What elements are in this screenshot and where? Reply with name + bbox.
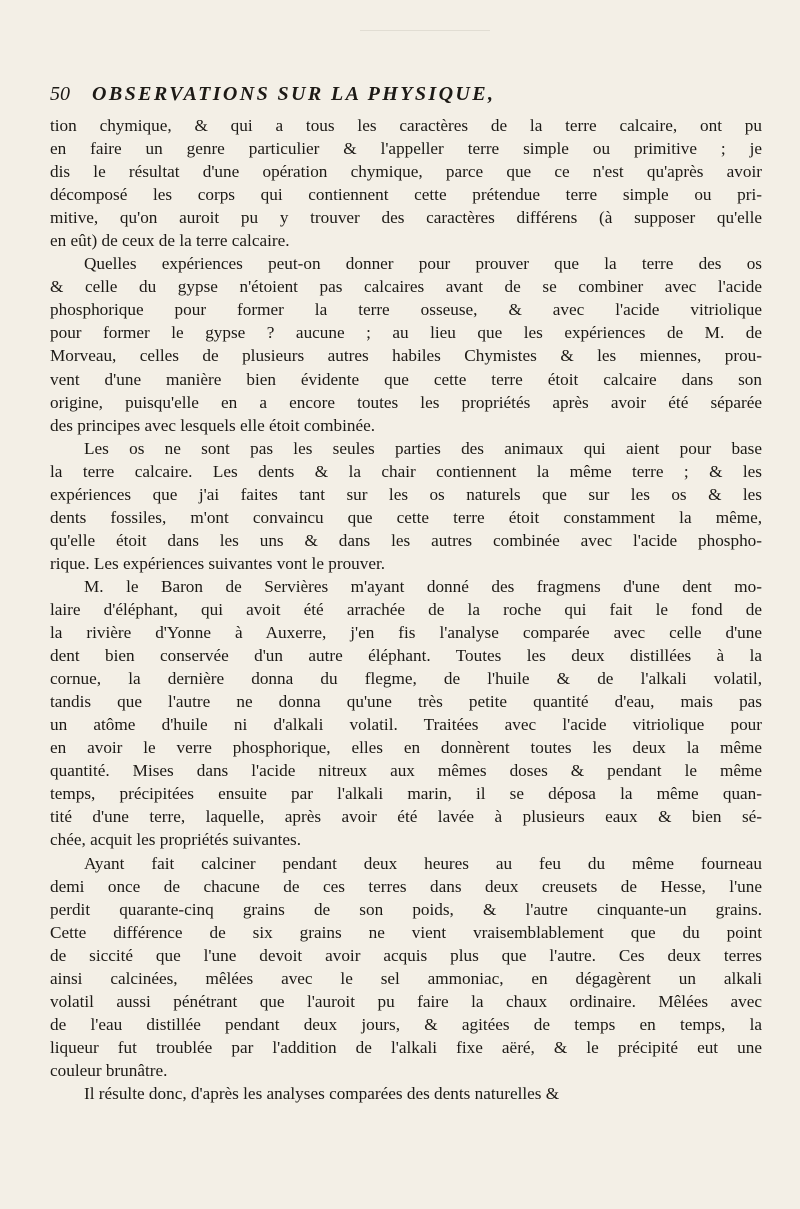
text-line: Ayant fait calciner pendant deux heures au feu du même fourneau [84, 853, 762, 873]
text-line: dents fossiles, m'ont convaincu que cette terre étoit constamment la même, [50, 507, 762, 527]
text-line: Cette différence de six grains ne vient vraisemblablement que du point [50, 922, 762, 942]
text-line: tandis que l'autre ne donna qu'une très petite quantité d'eau, mais pas [50, 692, 762, 712]
text-line: tité d'une terre, laquelle, après avoir été lavée à plusieurs eaux & bien sé- [50, 807, 762, 827]
text-line: phosphorique pour former la terre osseuse, & avec l'acide vitriolique [50, 300, 762, 320]
paragraph [50, 437, 762, 575]
text-line: liqueur fut troublée par l'addition de l'alkali fixe aëré, & le précipité eut une [50, 1037, 762, 1057]
text-line: pour former le gypse ? aucune ; au lieu que les expériences de M. de [50, 323, 762, 343]
text-line: & celle du gypse n'étoient pas calcaires avant de se combiner avec l'acide [50, 277, 762, 297]
text-line: expériences que j'ai faites tant sur les os naturels que sur les os & les [50, 484, 762, 504]
body-text [50, 114, 762, 1105]
text-line: couleur brunâtre. [50, 1060, 168, 1080]
text-line: M. le Baron de Servières m'ayant donné des fragmens d'une dent mo- [84, 576, 762, 596]
text-line: tion chymique, & qui a tous les caractères de la terre calcaire, ont pu [50, 116, 762, 135]
text-line: chée, acquit les propriétés suivantes. [50, 830, 302, 850]
paragraph [50, 114, 762, 252]
text-line: laire d'éléphant, qui avoit été arrachée de la roche qui fait le fond de [50, 599, 762, 619]
text-line: rique. Les expériences suivantes vont le prouver. [50, 553, 386, 573]
paragraph [50, 1082, 762, 1105]
text-line: temps, précipitées ensuite par l'alkali marin, il se déposa la même quan- [50, 784, 762, 804]
text-line: décomposé les corps qui contiennent cette prétendue terre simple ou pri- [50, 185, 762, 205]
text-line: dent bien conservée d'un autre éléphant. Toutes les deux distillées à la [50, 646, 762, 666]
text-line: quantité. Mises dans l'acide nitreux aux mêmes doses & pendant le même [50, 761, 762, 781]
text-line: vent d'une manière bien évidente que cette terre étoit calcaire dans son [50, 369, 762, 389]
text-line: dis le résultat d'une opération chymique, parce que ce n'est qu'après avoir [50, 162, 762, 182]
text-line: des principes avec lesquels elle étoit combinée. [50, 415, 376, 435]
text-line: demi once de chacune de ces terres dans deux creusets de Hesse, l'une [50, 876, 762, 896]
running-title: OBSERVATIONS SUR LA PHYSIQUE, [92, 83, 496, 105]
text-line: mitive, qu'on auroit pu y trouver des caractères différens (à supposer qu'elle [50, 208, 762, 228]
running-header [50, 83, 762, 111]
text-line: Morveau, celles de plusieurs autres habiles Chymistes & les miennes, prou- [50, 346, 762, 366]
text-line: de siccité que l'une devoit avoir acquis plus que l'autre. Ces deux terres [50, 945, 762, 965]
text-line: en eût) de ceux de la terre calcaire. [50, 231, 290, 251]
text-line: qu'elle étoit dans les uns & dans les autres combinée avec l'acide phospho- [50, 530, 762, 550]
paragraph [50, 252, 762, 436]
text-line: Les os ne sont pas les seules parties des animaux qui aient pour base [84, 438, 762, 458]
text-line: la rivière d'Yonne à Auxerre, j'en fis l'analyse comparée avec celle d'une [50, 623, 762, 643]
text-line: un atôme d'huile ni d'alkali volatil. Traitées avec l'acide vitriolique pour [50, 715, 762, 735]
text-line: en avoir le verre phosphorique, elles en donnèrent toutes les deux la même [50, 738, 762, 758]
text-line: origine, puisqu'elle en a encore toutes les propriétés après avoir été séparée [50, 392, 762, 412]
text-line: Il résulte donc, d'après les analyses comparées des dents naturelles & [84, 1083, 560, 1103]
text-line: cornue, la dernière donna du flegme, de l'huile & de l'alkali volatil, [50, 669, 762, 689]
text-line: ainsi calcinées, mêlées avec le sel ammoniac, en dégagèrent un alkali [50, 968, 762, 988]
text-line: volatil aussi pénétrant que l'auroit pu faire la chaux ordinaire. Mêlées avec [50, 991, 762, 1011]
text-line: de l'eau distillée pendant deux jours, & agitées de temps en temps, la [50, 1014, 762, 1034]
page-number: 50 [50, 83, 70, 105]
paper-crease [360, 0, 490, 31]
text-line: Quelles expériences peut-on donner pour prouver que la terre des os [84, 254, 762, 274]
paragraph [50, 575, 762, 852]
text-line: en faire un genre particulier & l'appeller terre simple ou primitive ; je [50, 139, 762, 159]
text-line: la terre calcaire. Les dents & la chair contiennent la même terre ; & les [50, 461, 762, 481]
text-line: perdit quarante-cinq grains de son poids, & l'autre cinquante-un grains. [50, 899, 762, 919]
paragraph [50, 852, 762, 1082]
